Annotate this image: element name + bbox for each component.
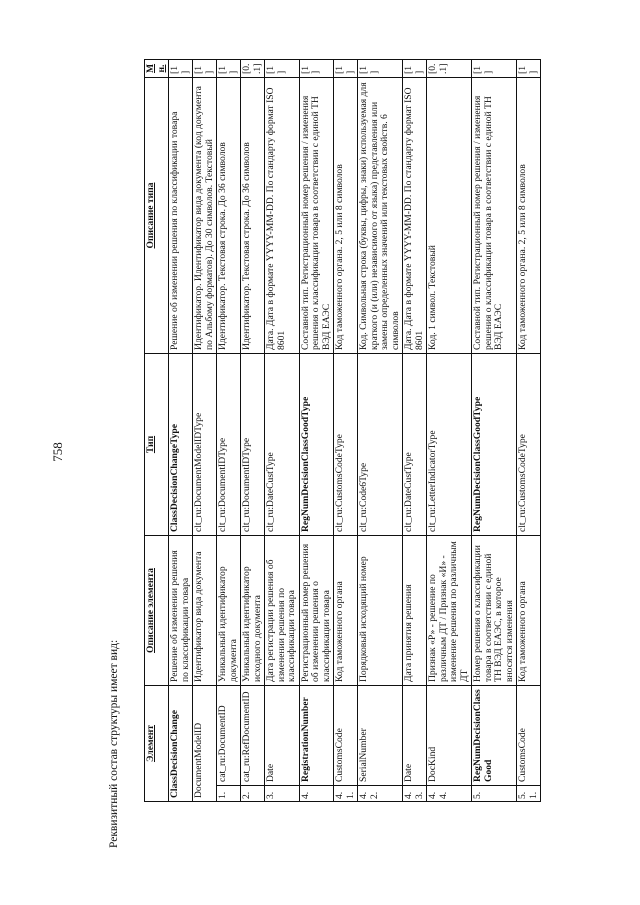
table-row [265, 60, 300, 802]
header-multiplicity: Мн. [145, 60, 169, 78]
type-name: clt_ru:LetterIndicatorType [427, 354, 472, 536]
header-type-description: Описание типа [145, 78, 169, 354]
type-name: clt_ru:DateCustType [265, 354, 300, 536]
multiplicity: [0..1] [241, 60, 265, 78]
table-row [403, 60, 427, 802]
requisites-table [144, 59, 541, 802]
table-row [299, 60, 334, 802]
type-name: clt_ru:DateCustType [403, 354, 427, 536]
row-number: 1. [217, 786, 241, 802]
type-description: Дата. Дата в формате YYYY-MM-DD. По стандарту формат ISO 8601 [403, 78, 427, 354]
element-description: Признак «Р» - решение по различным ДТ / Признак «И» - изменение решения по различным ДТ [427, 536, 472, 686]
type-name: ClassDecisionChangeType [169, 354, 193, 536]
table-row [517, 60, 541, 802]
multiplicity: [1] [217, 60, 241, 78]
element-name: RegNumDecisionClassGood [472, 686, 517, 786]
row-number: 4.3. [403, 786, 427, 802]
element-description: Порядковый исходящий номер [358, 536, 403, 686]
table-row [472, 60, 517, 802]
element-description: Дата регистрации решения об изменении решения по классификации товара [265, 536, 300, 686]
element-name: CustomsCode [517, 686, 541, 786]
element-description: Идентификатор вида документа [193, 536, 217, 686]
element-name: DocKind [427, 686, 472, 786]
intro-text: Реквизитный состав структуры имеет вид: [108, 639, 120, 848]
row-number: 4.1. [334, 786, 358, 802]
type-description: Идентификатор. Идентификатор вида документа (код документа по Альбому форматов). До 30 символов. Текстовый [193, 78, 217, 354]
type-name: clt_ru:DocumentIDType [241, 354, 265, 536]
rotated-page-content [108, 58, 628, 848]
type-name: clt_ru:CustomsCodeType [517, 354, 541, 536]
row-number: 5. [472, 786, 517, 802]
type-name: RegNumDecisionClassGoodType [299, 354, 334, 536]
type-name: clt_ru:Code6Type [358, 354, 403, 536]
element-description: Код таможенного органа [517, 536, 541, 686]
type-description: Идентификатор. Текстовая строка. До 36 символов [241, 78, 265, 354]
row-number: 4. [299, 786, 334, 802]
multiplicity: [1] [299, 60, 334, 78]
element-name: Date [403, 686, 427, 786]
table-row [334, 60, 358, 802]
multiplicity: [0..1] [427, 60, 472, 78]
table-header-row [145, 60, 169, 802]
element-description: Код таможенного органа [334, 536, 358, 686]
element-name: ClassDecisionChange [169, 686, 193, 802]
element-name: Date [265, 686, 300, 786]
table-row [193, 60, 217, 802]
table-row [169, 60, 193, 802]
type-description: Код таможенного органа. 2, 5 или 8 символов [517, 78, 541, 354]
row-number: 5.1. [517, 786, 541, 802]
element-description: Уникальный идентификатор документа [217, 536, 241, 686]
element-name: SerialNumber [358, 686, 403, 786]
multiplicity: [1] [403, 60, 427, 78]
header-type: Тип [145, 354, 169, 536]
multiplicity: [1] [169, 60, 193, 78]
multiplicity: [1] [472, 60, 517, 78]
type-name: clt_ru:DocumentModelIDType [193, 354, 217, 536]
row-number: 3. [265, 786, 300, 802]
element-description: Уникальный идентификатор исходного документа [241, 536, 265, 686]
multiplicity: [1] [334, 60, 358, 78]
multiplicity: [1] [358, 60, 403, 78]
row-number: 4.2. [358, 786, 403, 802]
table-body [169, 60, 541, 802]
type-description: Код таможенного органа. 2, 5 или 8 символов [334, 78, 358, 354]
element-name: RegistrationNumber [299, 686, 334, 786]
type-description: Дата. Дата в формате YYYY-MM-DD. По стандарту формат ISO 8601 [265, 78, 300, 354]
element-description: Номер решения о классификации товара в соответствии с единой ТН ВЭД ЕАЭС, в которое вносятся изменения [472, 536, 517, 686]
type-description: Идентификатор. Текстовая строка. До 36 символов [217, 78, 241, 354]
row-number: 4.4. [427, 786, 472, 802]
table-row [427, 60, 472, 802]
table-row [241, 60, 265, 802]
page-number: 758 [50, 442, 65, 462]
header-element-description: Описание элемента [145, 536, 169, 686]
multiplicity: [1] [265, 60, 300, 78]
element-description: Решение об изменении решения по классификации товара [169, 536, 193, 686]
type-description: Составной тип. Регистрационный номер решения / изменения решения о классификации товара в соответствии с единой ТН ВЭД ЕАЭС [299, 78, 334, 354]
type-name: clt_ru:DocumentIDType [217, 354, 241, 536]
element-name: DocumentModelID [193, 686, 217, 802]
header-element: Элемент [145, 686, 169, 802]
type-description: Составной тип. Регистрационный номер решения / изменения решения о классификации товара в соответствии с единой ТН ВЭД ЕАЭС [472, 78, 517, 354]
multiplicity: [1] [193, 60, 217, 78]
row-number: 2. [241, 786, 265, 802]
element-description: Регистрационный номер решения об изменении решения о классификации товара [299, 536, 334, 686]
type-description: Код. Символьная строка (буквы, цифры, знаки) используемая для краткого (и (или) независимого от языка) представления или замены определенных значений или текстовых свойств. 6 символов [358, 78, 403, 354]
table-row [358, 60, 403, 802]
type-name: RegNumDecisionClassGoodType [472, 354, 517, 536]
element-name: CustomsCode [334, 686, 358, 786]
element-description: Дата принятия решения [403, 536, 427, 686]
type-description: Код. 1 символ. Текстовый [427, 78, 472, 354]
table-row [217, 60, 241, 802]
type-name: clt_ru:CustomsCodeType [334, 354, 358, 536]
element-name: cat_ru:DocumentID [217, 686, 241, 786]
multiplicity: [1] [517, 60, 541, 78]
element-name: cat_ru:RefDocumentID [241, 686, 265, 786]
type-description: Решение об изменении решения по классификации товара [169, 78, 193, 354]
